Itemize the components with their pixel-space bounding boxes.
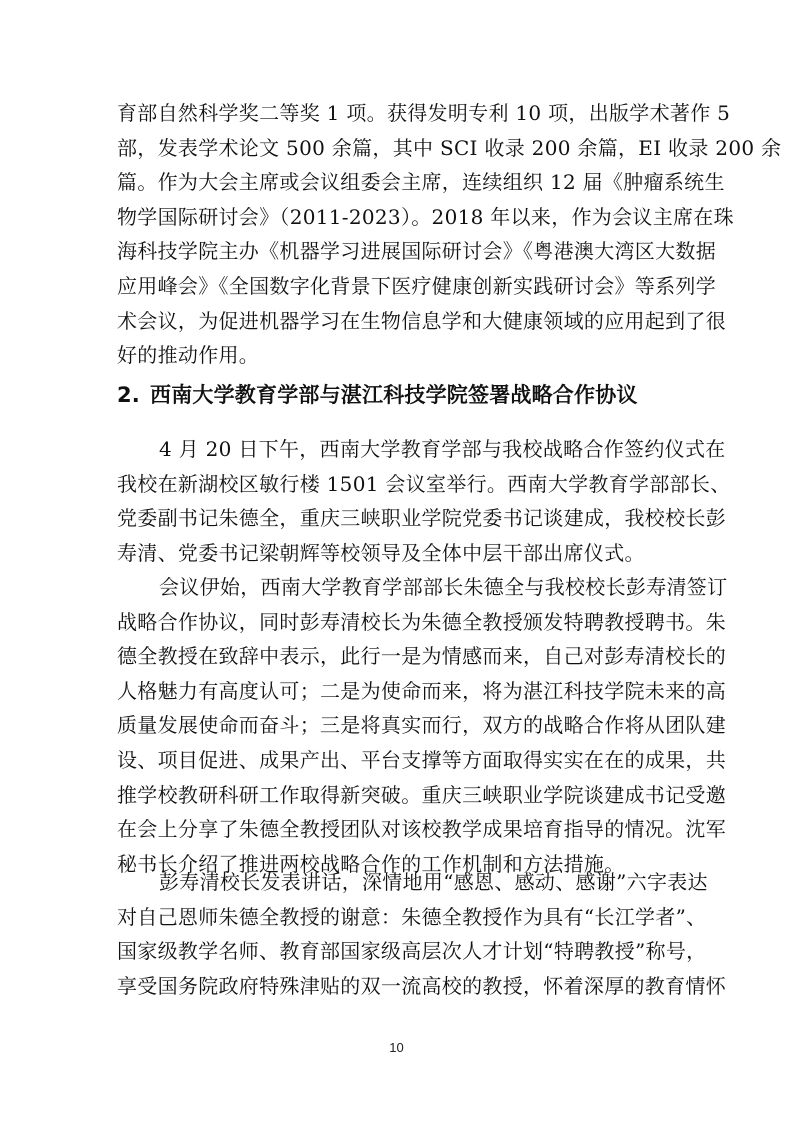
text-line: 部，发表学术论文 500 余篇，其中 SCI 收录 200 余篇，EI 收录 200 余 bbox=[117, 135, 782, 160]
text-line: 质量发展使命而奋斗；三是将真实而行，双方的战略合作将从团队建 bbox=[117, 713, 726, 738]
text-line: 在会上分享了朱德全教授团队对该校教学成果培育指导的情况。沈军 bbox=[117, 817, 726, 842]
text-line: 我校在新湖校区敏行楼 1501 会议室举行。西南大学教育学部部长、 bbox=[117, 471, 731, 496]
text-line: 好的推动作用。 bbox=[117, 343, 260, 368]
text-line: 篇。作为大会主席或会议组委会主席，连续组织 12 届《肿瘤系统生 bbox=[117, 170, 725, 195]
paragraph-1 bbox=[117, 432, 731, 570]
text-line: 彭寿清校长发表讲话，深情地用“感恩、感动、感谢”六字表达 bbox=[159, 870, 708, 894]
text-line: 对自己恩师朱德全教授的谢意：朱德全教授作为具有“长江学者”、 bbox=[117, 904, 707, 929]
intro-paragraph bbox=[117, 96, 782, 373]
page-number: 10 bbox=[389, 1040, 404, 1055]
text-line: 德全教授在致辞中表示，此行一是为情感而来，自己对彭寿清校长的 bbox=[117, 644, 726, 669]
text-line: 秘书长介绍了推进两校战略合作的工作机制和方法措施。 bbox=[117, 851, 625, 876]
text-line: 物学国际研讨会》（2011-2023）。2018 年以来，作为会议主席在珠 bbox=[117, 204, 734, 229]
text-line: 会议伊始，西南大学教育学部部长朱德全与我校校长彭寿清签订 bbox=[159, 575, 728, 599]
text-line: 4 月 20 日下午，西南大学教育学部与我校战略合作签约仪式在 bbox=[159, 437, 726, 461]
text-line: 应用峰会》《全国数字化背景下医疗健康创新实践研讨会》等系列学 bbox=[117, 273, 716, 298]
text-line: 术会议，为促进机器学习在生物信息学和大健康领域的应用起到了很 bbox=[117, 308, 726, 333]
paragraph-2 bbox=[117, 570, 728, 881]
text-line: 战略合作协议，同时彭寿清校长为朱德全教授颁发特聘教授聘书。朱 bbox=[117, 609, 726, 634]
section-heading bbox=[117, 377, 677, 413]
paragraph-3 bbox=[117, 865, 726, 1003]
text-line: 育部自然科学奖二等奖 1 项。获得发明专利 10 项，出版学术著作 5 bbox=[117, 101, 731, 125]
section-title: 西南大学教育学部与湛江科技学院签署战略合作协议 bbox=[150, 383, 638, 407]
text-line: 寿清、党委书记梁朝辉等校领导及全体中层干部出席仪式。 bbox=[117, 540, 645, 565]
text-line: 国家级教学名师、教育部国家级高层次人才计划“特聘教授”称号， bbox=[117, 939, 707, 964]
text-line: 人格魅力有高度认可；二是为使命而来，将为湛江科技学院未来的高 bbox=[117, 678, 726, 703]
text-line: 党委副书记朱德全，重庆三峡职业学院党委书记谈建成，我校校长彭 bbox=[117, 506, 726, 531]
text-line: 海科技学院主办《机器学习进展国际研讨会》《粤港澳大湾区大数据 bbox=[117, 239, 716, 264]
text-line: 设、项目促进、成果产出、平台支撑等方面取得实实在在的成果，共 bbox=[117, 747, 726, 772]
text-line: 享受国务院政府特殊津贴的双一流高校的教授，怀着深厚的教育情怀 bbox=[117, 973, 726, 998]
section-number: 2. bbox=[117, 383, 140, 407]
text-line: 推学校教研科研工作取得新突破。重庆三峡职业学院谈建成书记受邀 bbox=[117, 782, 726, 807]
